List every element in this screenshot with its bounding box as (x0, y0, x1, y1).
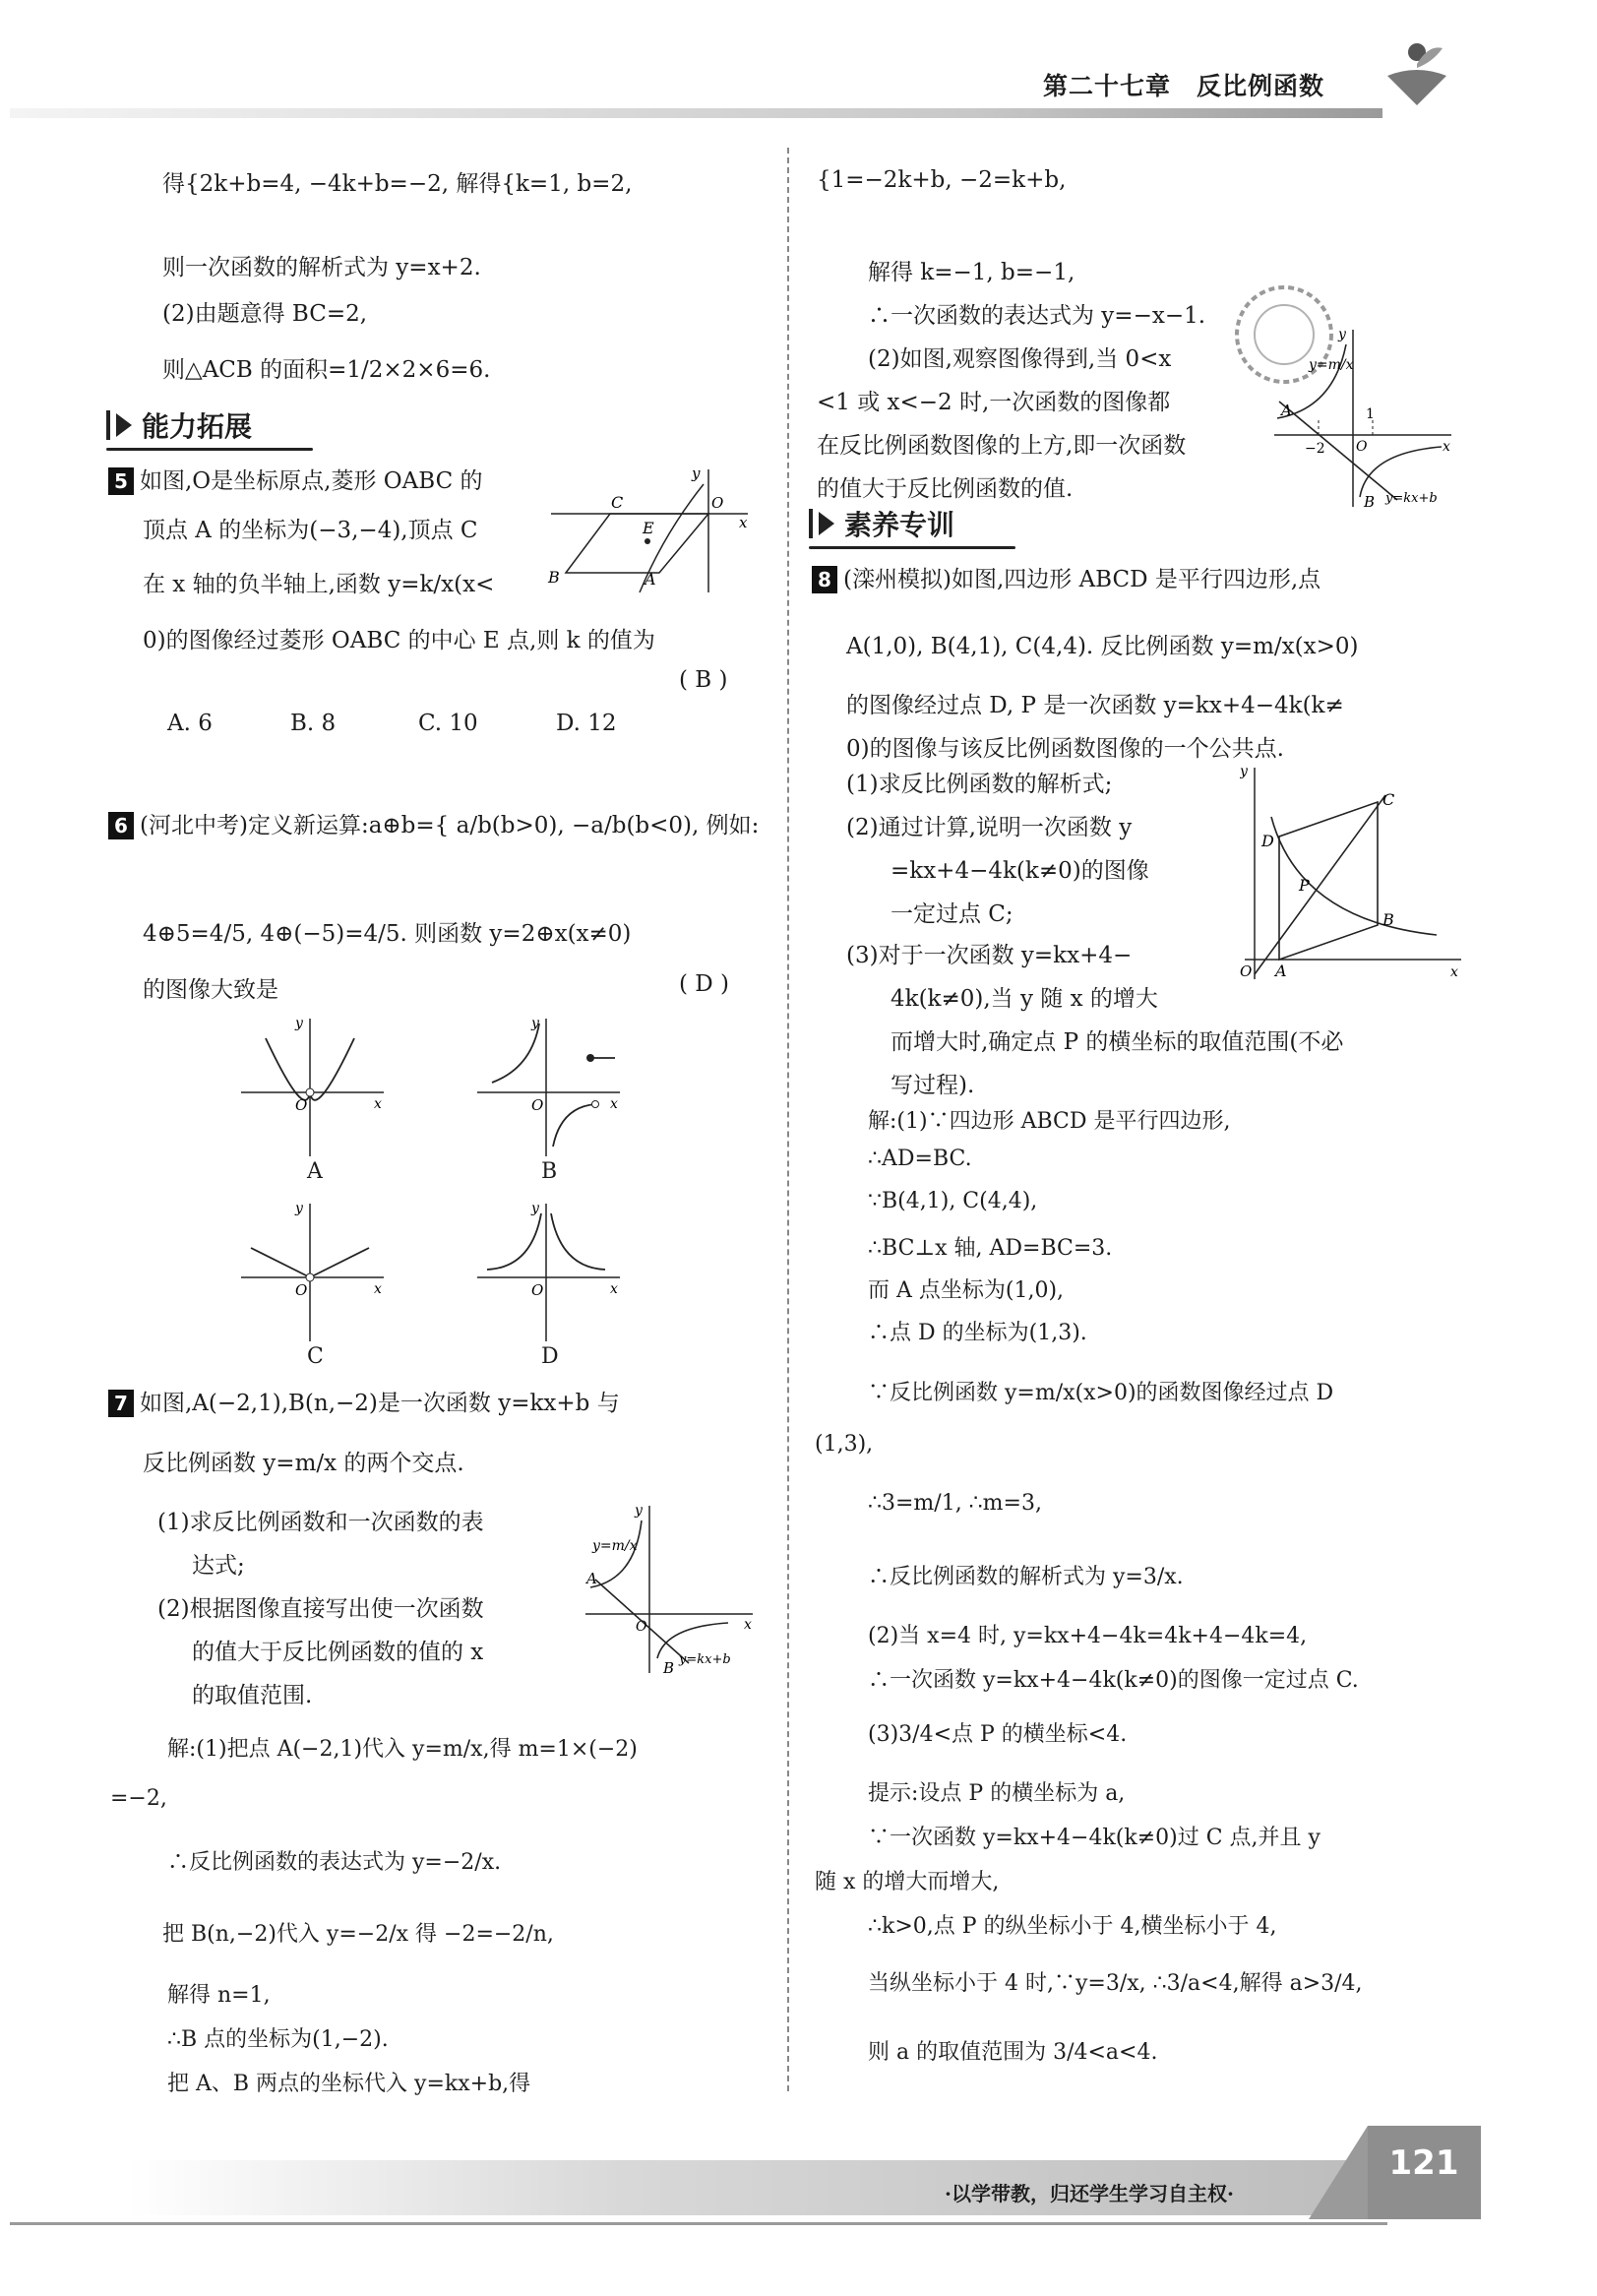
q5-option-a: A. 6 (167, 711, 213, 736)
intro-line-1: 得{2k+b=4, −4k+b=−2, 解得{k=1, b=2, (162, 171, 633, 197)
right-cont-3: ∴一次函数的表达式为 y=−x−1. (868, 303, 1206, 329)
question-number: 6 (108, 812, 134, 839)
right-cont-7: 的值大于反比例函数的值. (817, 476, 1074, 502)
q6-label-b: B (541, 1159, 558, 1184)
q7-sol-3: ∴反比例函数的表达式为 y=−2/x. (167, 1850, 502, 1875)
bottom-line (10, 2222, 1387, 2225)
q8-sol-14: 提示:设点 P 的横坐标为 a, (868, 1781, 1126, 1806)
q6-label-d: D (541, 1344, 559, 1369)
q6-line-1: 6 (河北中考)定义新运算:a⊕b={ a/b(b>0), −a/b(b<0), 例如: (108, 807, 759, 839)
q5-option-d: D. 12 (556, 711, 617, 736)
q8-sol-19: 则 a 的取值范围为 3/4<a<4. (868, 2040, 1158, 2065)
q8-sol-11: (2)当 x=4 时, y=kx+4−4k=4k+4−4k=4, (868, 1624, 1308, 1648)
chapter-title: 第二十七章 反比例函数 (1043, 72, 1325, 100)
right-cont-6: 在反比例函数图像的上方,即一次函数 (817, 433, 1187, 459)
svg-text:O: O (636, 1619, 647, 1635)
arrow-icon (116, 413, 132, 437)
svg-text:y=kx+b: y=kx+b (679, 1652, 731, 1667)
q5-answer: ( B ) (679, 667, 728, 693)
svg-text:B: B (1364, 493, 1376, 511)
q7-sol-4: 把 B(n,−2)代入 y=−2/x 得 −2=−2/n, (162, 1922, 554, 1947)
q8-sol-16: 随 x 的增大而增大, (815, 1870, 1000, 1894)
svg-text:A: A (1275, 962, 1287, 980)
svg-text:O: O (531, 1281, 544, 1299)
q8-line-1: 8 (滦州模拟)如图,四边形 ABCD 是平行四边形,点 (812, 561, 1321, 593)
svg-text:O: O (1356, 439, 1368, 455)
svg-text:y=kx+b: y=kx+b (1385, 491, 1438, 506)
label-b: B (548, 568, 560, 587)
svg-text:P: P (1299, 876, 1310, 895)
label-x: x (739, 514, 748, 531)
q7-line-7: 的取值范围. (192, 1683, 313, 1708)
svg-text:O: O (531, 1096, 544, 1114)
svg-text:x: x (610, 1281, 618, 1297)
svg-text:−2: −2 (1305, 441, 1325, 457)
right-cont-1: {1=−2k+b, −2=k+b, (817, 167, 1067, 193)
q8-line-10: 4k(k≠0),当 y 随 x 的增大 (891, 986, 1158, 1012)
right-cont-5: <1 或 x<−2 时,一次函数的图像都 (817, 390, 1171, 415)
q8-sol-1: 解:(1)∵四边形 ABCD 是平行四边形, (868, 1109, 1231, 1134)
q8-sol-8: (1,3), (815, 1432, 874, 1457)
q8-line-3: 的图像经过点 D, P 是一次函数 y=kx+4−4k(k≠ (846, 693, 1344, 718)
question-number: 8 (812, 566, 837, 593)
q6-label-c: C (307, 1344, 324, 1369)
q8-line-9: (3)对于一次函数 y=kx+4− (846, 943, 1133, 968)
q6-graph-b (472, 1014, 630, 1161)
q8-sol-9: ∴3=m/1, ∴m=3, (868, 1491, 1042, 1516)
q8-sol-17: ∴k>0,点 P 的纵坐标小于 4,横坐标小于 4, (868, 1914, 1277, 1939)
q8-line-5: (1)求反比例函数的解析式; (846, 772, 1113, 797)
q7-line-1: 7 如图,A(−2,1),B(n,−2)是一次函数 y=kx+b 与 (108, 1385, 620, 1417)
q8-sol-6: ∴点 D 的坐标为(1,3). (868, 1321, 1087, 1345)
q7-line-2: 反比例函数 y=m/x 的两个交点. (143, 1451, 464, 1476)
q8-sol-2: ∴AD=BC. (868, 1147, 972, 1171)
svg-text:x: x (610, 1096, 618, 1112)
q7-sol-6: ∴B 点的坐标为(1,−2). (167, 2027, 389, 2052)
q8-sol-4: ∴BC⊥x 轴, AD=BC=3. (868, 1236, 1113, 1261)
section-literacy (809, 504, 1015, 543)
intro-line-4: 则△ACB 的面积=1/2×2×6=6. (162, 357, 491, 383)
q8-sol-12: ∴一次函数 y=kx+4−4k(k≠0)的图像一定过点 C. (868, 1668, 1359, 1693)
right-figure (1269, 325, 1456, 512)
label-e: E (643, 519, 654, 537)
q5-line-2: 顶点 A 的坐标为(−3,−4),顶点 C (143, 518, 478, 543)
svg-text:D: D (1261, 832, 1274, 850)
q8-sol-7: ∵反比例函数 y=m/x(x>0)的函数图像经过点 D (868, 1381, 1334, 1405)
q8-line-4: 0)的图像与该反比例函数图像的一个公共点. (846, 736, 1284, 762)
svg-text:y: y (531, 1016, 539, 1031)
q7-line-4: 达式; (192, 1553, 245, 1579)
q8-line-7: =kx+4−4k(k≠0)的图像 (891, 858, 1149, 884)
q6-graph-c (236, 1199, 394, 1346)
q8-sol-15: ∵一次函数 y=kx+4−4k(k≠0)过 C 点,并且 y (868, 1826, 1321, 1850)
svg-text:x: x (744, 1617, 752, 1633)
intro-line-3: (2)由题意得 BC=2, (162, 301, 368, 327)
svg-text:A: A (586, 1570, 597, 1587)
q7-sol-5: 解得 n=1, (167, 1983, 271, 2008)
section-ability (106, 405, 313, 445)
svg-text:C: C (1382, 790, 1395, 809)
q7-line-6: 的值大于反比例函数的值的 x (192, 1640, 484, 1665)
intro-line-2: 则一次函数的解析式为 y=x+2. (162, 255, 481, 280)
svg-text:y=m/x: y=m/x (1309, 357, 1354, 373)
svg-text:x: x (1450, 964, 1458, 980)
q7-figure (581, 1501, 758, 1678)
right-cont-2: 解得 k=−1, b=−1, (868, 260, 1075, 285)
q7-sol-2: =−2, (110, 1786, 167, 1811)
q8-line-8: 一定过点 C; (891, 901, 1013, 927)
svg-text:y=m/x: y=m/x (592, 1538, 638, 1554)
right-cont-4: (2)如图,观察图像得到,当 0<x (868, 346, 1172, 372)
q6-line-2: 4⊕5=4/5, 4⊕(−5)=4/5. 则函数 y=2⊕x(x≠0) (143, 921, 632, 947)
q8-sol-10: ∴反比例函数的解析式为 y=3/x. (868, 1565, 1184, 1589)
page-number: 121 (1388, 2143, 1459, 2183)
svg-text:A: A (1281, 402, 1292, 419)
svg-text:x: x (374, 1281, 382, 1297)
q7-sol-7: 把 A、B 两点的坐标代入 y=kx+b,得 (167, 2072, 531, 2096)
q7-line-5: (2)根据图像直接写出使一次函数 (157, 1596, 484, 1622)
arrow-icon (819, 512, 834, 535)
svg-text:y: y (1338, 327, 1346, 342)
header-bar (10, 108, 1382, 118)
svg-text:y: y (295, 1201, 303, 1216)
footer-motto: ·以学带教，归还学生学习自主权· (945, 2182, 1234, 2205)
q8-figure (1240, 758, 1466, 984)
svg-text:x: x (1443, 439, 1450, 455)
svg-text:y: y (531, 1201, 539, 1216)
q7-sol-1: 解:(1)把点 A(−2,1)代入 y=m/x,得 m=1×(−2) (167, 1737, 638, 1762)
svg-text:O: O (1240, 962, 1253, 980)
svg-text:y: y (295, 1016, 303, 1031)
q8-sol-3: ∵B(4,1), C(4,4), (868, 1189, 1038, 1213)
svg-text:x: x (374, 1096, 382, 1112)
svg-text:B: B (1382, 910, 1394, 929)
footer-tail (1309, 2126, 1368, 2219)
q8-sol-5: 而 A 点坐标为(1,0), (868, 1278, 1065, 1303)
q5-figure (546, 465, 753, 597)
svg-text:y: y (635, 1503, 643, 1519)
q8-line-2: A(1,0), B(4,1), C(4,4). 反比例函数 y=m/x(x>0) (846, 634, 1359, 659)
section-title: 能力拓展 (142, 410, 253, 443)
q8-sol-18: 当纵坐标小于 4 时,∵y=3/x, ∴3/a<4,解得 a>3/4, (868, 1971, 1363, 1996)
label-c: C (611, 493, 624, 512)
label-a: A (645, 570, 656, 589)
q8-line-12: 写过程). (891, 1073, 975, 1098)
svg-text:O: O (295, 1096, 308, 1114)
svg-text:y: y (1240, 764, 1248, 779)
q6-graph-d (472, 1199, 630, 1346)
q6-graph-a (236, 1014, 394, 1161)
q5-line-3: 在 x 轴的负半轴上,函数 y=k/x(x< (143, 572, 495, 597)
q6-answer: ( D ) (679, 971, 730, 997)
svg-text:O: O (295, 1281, 308, 1299)
svg-text:B: B (663, 1659, 675, 1677)
q6-line-3: 的图像大致是 (143, 977, 278, 1003)
label-y: y (692, 465, 701, 482)
q5-line-1: 5 如图,O是坐标原点,菱形 OABC 的 (108, 463, 483, 495)
q8-line-6: (2)通过计算,说明一次函数 y (846, 815, 1133, 840)
q8-line-11: 而增大时,确定点 P 的横坐标的取值范围(不必 (891, 1029, 1344, 1055)
q5-option-c: C. 10 (418, 711, 478, 736)
q6-label-a: A (307, 1159, 323, 1184)
label-o: O (711, 494, 724, 512)
question-number: 5 (108, 467, 134, 495)
q8-sol-13: (3)3/4<点 P 的横坐标<4. (868, 1722, 1128, 1747)
question-number: 7 (108, 1390, 134, 1417)
q5-option-b: B. 8 (290, 711, 337, 736)
q7-line-3: (1)求反比例函数和一次函数的表 (157, 1510, 484, 1535)
svg-text:1: 1 (1366, 406, 1375, 422)
section-title: 素养专训 (844, 509, 955, 541)
book-logo-icon (1378, 34, 1456, 113)
column-divider (787, 148, 789, 2091)
q5-line-4: 0)的图像经过菱形 OABC 的中心 E 点,则 k 的值为 (143, 628, 655, 653)
